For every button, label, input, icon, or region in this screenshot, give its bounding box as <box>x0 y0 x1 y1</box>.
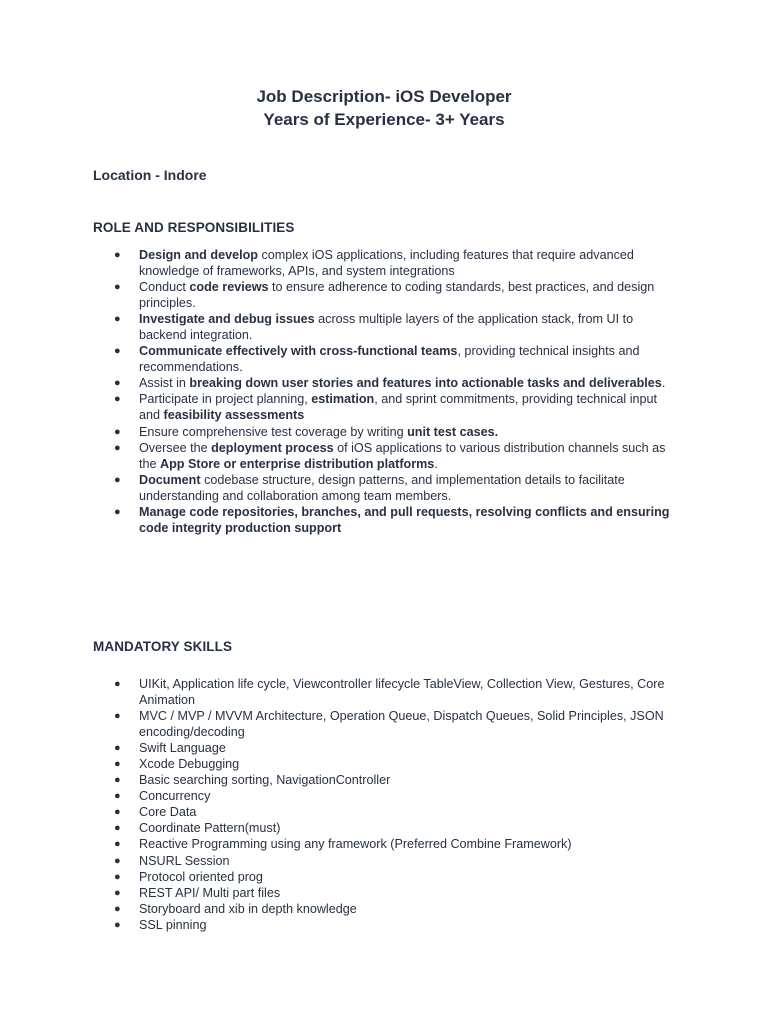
bullet-dot-icon: ● <box>114 838 121 851</box>
roles-section-heading: ROLE AND RESPONSIBILITIES <box>93 220 295 235</box>
title-line-experience: Years of Experience- 3+ Years <box>263 109 505 129</box>
role-item-text: . <box>661 376 666 391</box>
bullet-dot-icon: ● <box>114 822 121 835</box>
bullet-dot-icon: ● <box>114 441 121 454</box>
role-list-item <box>0 247 679 279</box>
bullet-dot-icon: ● <box>114 313 121 326</box>
skill-list-item <box>0 917 679 933</box>
bullet-dot-icon: ● <box>114 774 121 787</box>
skill-item-text: Coordinate Pattern(must) <box>139 821 281 836</box>
bullet-dot-icon: ● <box>114 345 121 358</box>
role-item-bold-text: feasibility assessments <box>163 408 305 423</box>
skill-list-item <box>0 820 679 836</box>
role-item-bold-text: code reviews <box>189 280 269 295</box>
skill-list-item <box>0 756 679 772</box>
role-item-bold-text: Investigate and debug issues <box>139 312 315 327</box>
skill-list-item <box>0 836 679 852</box>
role-list-item <box>0 375 679 391</box>
skill-list-item <box>0 708 679 740</box>
role-item-text: across multiple layers of the application stack, from UI to backend integration. <box>139 312 634 343</box>
skill-list-item <box>0 676 679 708</box>
skills-section-heading: MANDATORY SKILLS <box>93 639 233 654</box>
document-title <box>0 86 768 131</box>
bullet-dot-icon: ● <box>114 710 121 723</box>
role-list-item <box>0 311 679 343</box>
bullet-dot-icon: ● <box>114 393 121 406</box>
role-item-text: Oversee the <box>139 440 212 455</box>
skill-item-text: Protocol oriented prog <box>139 869 263 884</box>
skill-list-item <box>0 901 679 917</box>
bullet-dot-icon: ● <box>114 742 121 755</box>
role-item-bold-text: breaking down user stories and features into actionable tasks and deliverables <box>189 376 662 391</box>
role-list-item <box>0 472 679 504</box>
bullet-dot-icon: ● <box>114 806 121 819</box>
role-item-bold-text: Manage code repositories, branches, and pull requests, resolving conflicts and ensuring code integrity production support <box>139 504 670 535</box>
skill-item-text: UIKit, Application life cycle, Viewcontroller lifecycle TableView, Collection View, Gestures, Core Animation <box>139 677 665 708</box>
role-item-text: of iOS applications to various distribution channels such as the <box>139 440 666 471</box>
role-item-text: . <box>434 456 438 471</box>
location-label: Location - Indore <box>93 167 207 183</box>
skill-list-item <box>0 740 679 756</box>
bullet-dot-icon: ● <box>114 281 121 294</box>
role-item-text: Ensure comprehensive test coverage by writing <box>139 424 408 439</box>
role-list-item <box>0 279 679 311</box>
role-item-bold-text: estimation <box>311 392 375 407</box>
role-item-text: , providing technical insights and recommendations. <box>139 344 640 375</box>
skill-list-item <box>0 869 679 885</box>
skill-list-item <box>0 804 679 820</box>
bullet-dot-icon: ● <box>114 505 121 518</box>
role-item-text: , and sprint commitments, providing technical input and <box>139 392 657 423</box>
role-item-text: codebase structure, design patterns, and implementation details to facilitate understanding and collaboration among team members. <box>139 472 625 503</box>
role-list-item <box>0 391 679 423</box>
skill-list-item <box>0 788 679 804</box>
role-item-bold-text: deployment process <box>211 440 334 455</box>
skill-list-item <box>0 885 679 901</box>
skill-list-item <box>0 853 679 869</box>
skill-list-item <box>0 772 679 788</box>
role-item-bold-text: Design and develop <box>139 248 258 262</box>
bullet-dot-icon: ● <box>114 870 121 883</box>
bullet-dot-icon: ● <box>114 473 121 486</box>
role-item-bold-text: App Store or enterprise distribution platforms <box>160 456 435 471</box>
role-item-text: Assist in <box>139 376 190 391</box>
role-list-item <box>0 504 679 536</box>
skill-item-text: SSL pinning <box>139 917 207 932</box>
role-item-text: to ensure adherence to coding standards, best practices, and design principles. <box>139 280 655 311</box>
role-list-item <box>0 343 679 375</box>
skill-item-text: Reactive Programming using any framework (Preferred Combine Framework) <box>139 837 572 852</box>
role-item-bold-text: Document <box>139 472 201 487</box>
role-item-text: Participate in project planning, <box>139 392 312 407</box>
bullet-dot-icon: ● <box>114 425 121 438</box>
bullet-dot-icon: ● <box>114 249 121 261</box>
skills-list <box>0 676 665 933</box>
role-item-text: Conduct <box>139 280 190 295</box>
roles-list <box>0 247 670 536</box>
bullet-dot-icon: ● <box>114 758 121 771</box>
bullet-dot-icon: ● <box>114 886 121 899</box>
skill-item-text: Xcode Debugging <box>139 757 240 772</box>
skill-item-text: Basic searching sorting, NavigationController <box>139 773 391 788</box>
skill-item-text: Swift Language <box>139 741 226 756</box>
role-list-item <box>0 424 679 440</box>
title-line-job: Job Description- iOS Developer <box>256 87 512 106</box>
skill-item-text: Concurrency <box>139 789 211 804</box>
skill-item-text: Storyboard and xib in depth knowledge <box>139 901 357 916</box>
skill-item-text: REST API/ Multi part files <box>139 885 281 900</box>
role-item-bold-text: unit test cases. <box>407 424 499 439</box>
skill-item-text: NSURL Session <box>139 853 230 868</box>
bullet-dot-icon: ● <box>114 678 121 690</box>
bullet-dot-icon: ● <box>114 790 121 803</box>
role-list-item <box>0 440 679 472</box>
role-item-text: complex iOS applications, including features that require advanced knowledge of frameworks, APIs, and system integrations <box>139 248 634 279</box>
bullet-dot-icon: ● <box>114 918 121 931</box>
bullet-dot-icon: ● <box>114 902 121 915</box>
bullet-dot-icon: ● <box>114 377 121 390</box>
skill-item-text: MVC / MVP / MVVM Architecture, Operation Queue, Dispatch Queues, Solid Principles, JSON encoding/decoding <box>139 709 664 740</box>
bullet-dot-icon: ● <box>114 854 121 867</box>
skill-item-text: Core Data <box>139 805 197 820</box>
role-item-bold-text: Communicate effectively with cross-functional teams <box>139 344 458 359</box>
